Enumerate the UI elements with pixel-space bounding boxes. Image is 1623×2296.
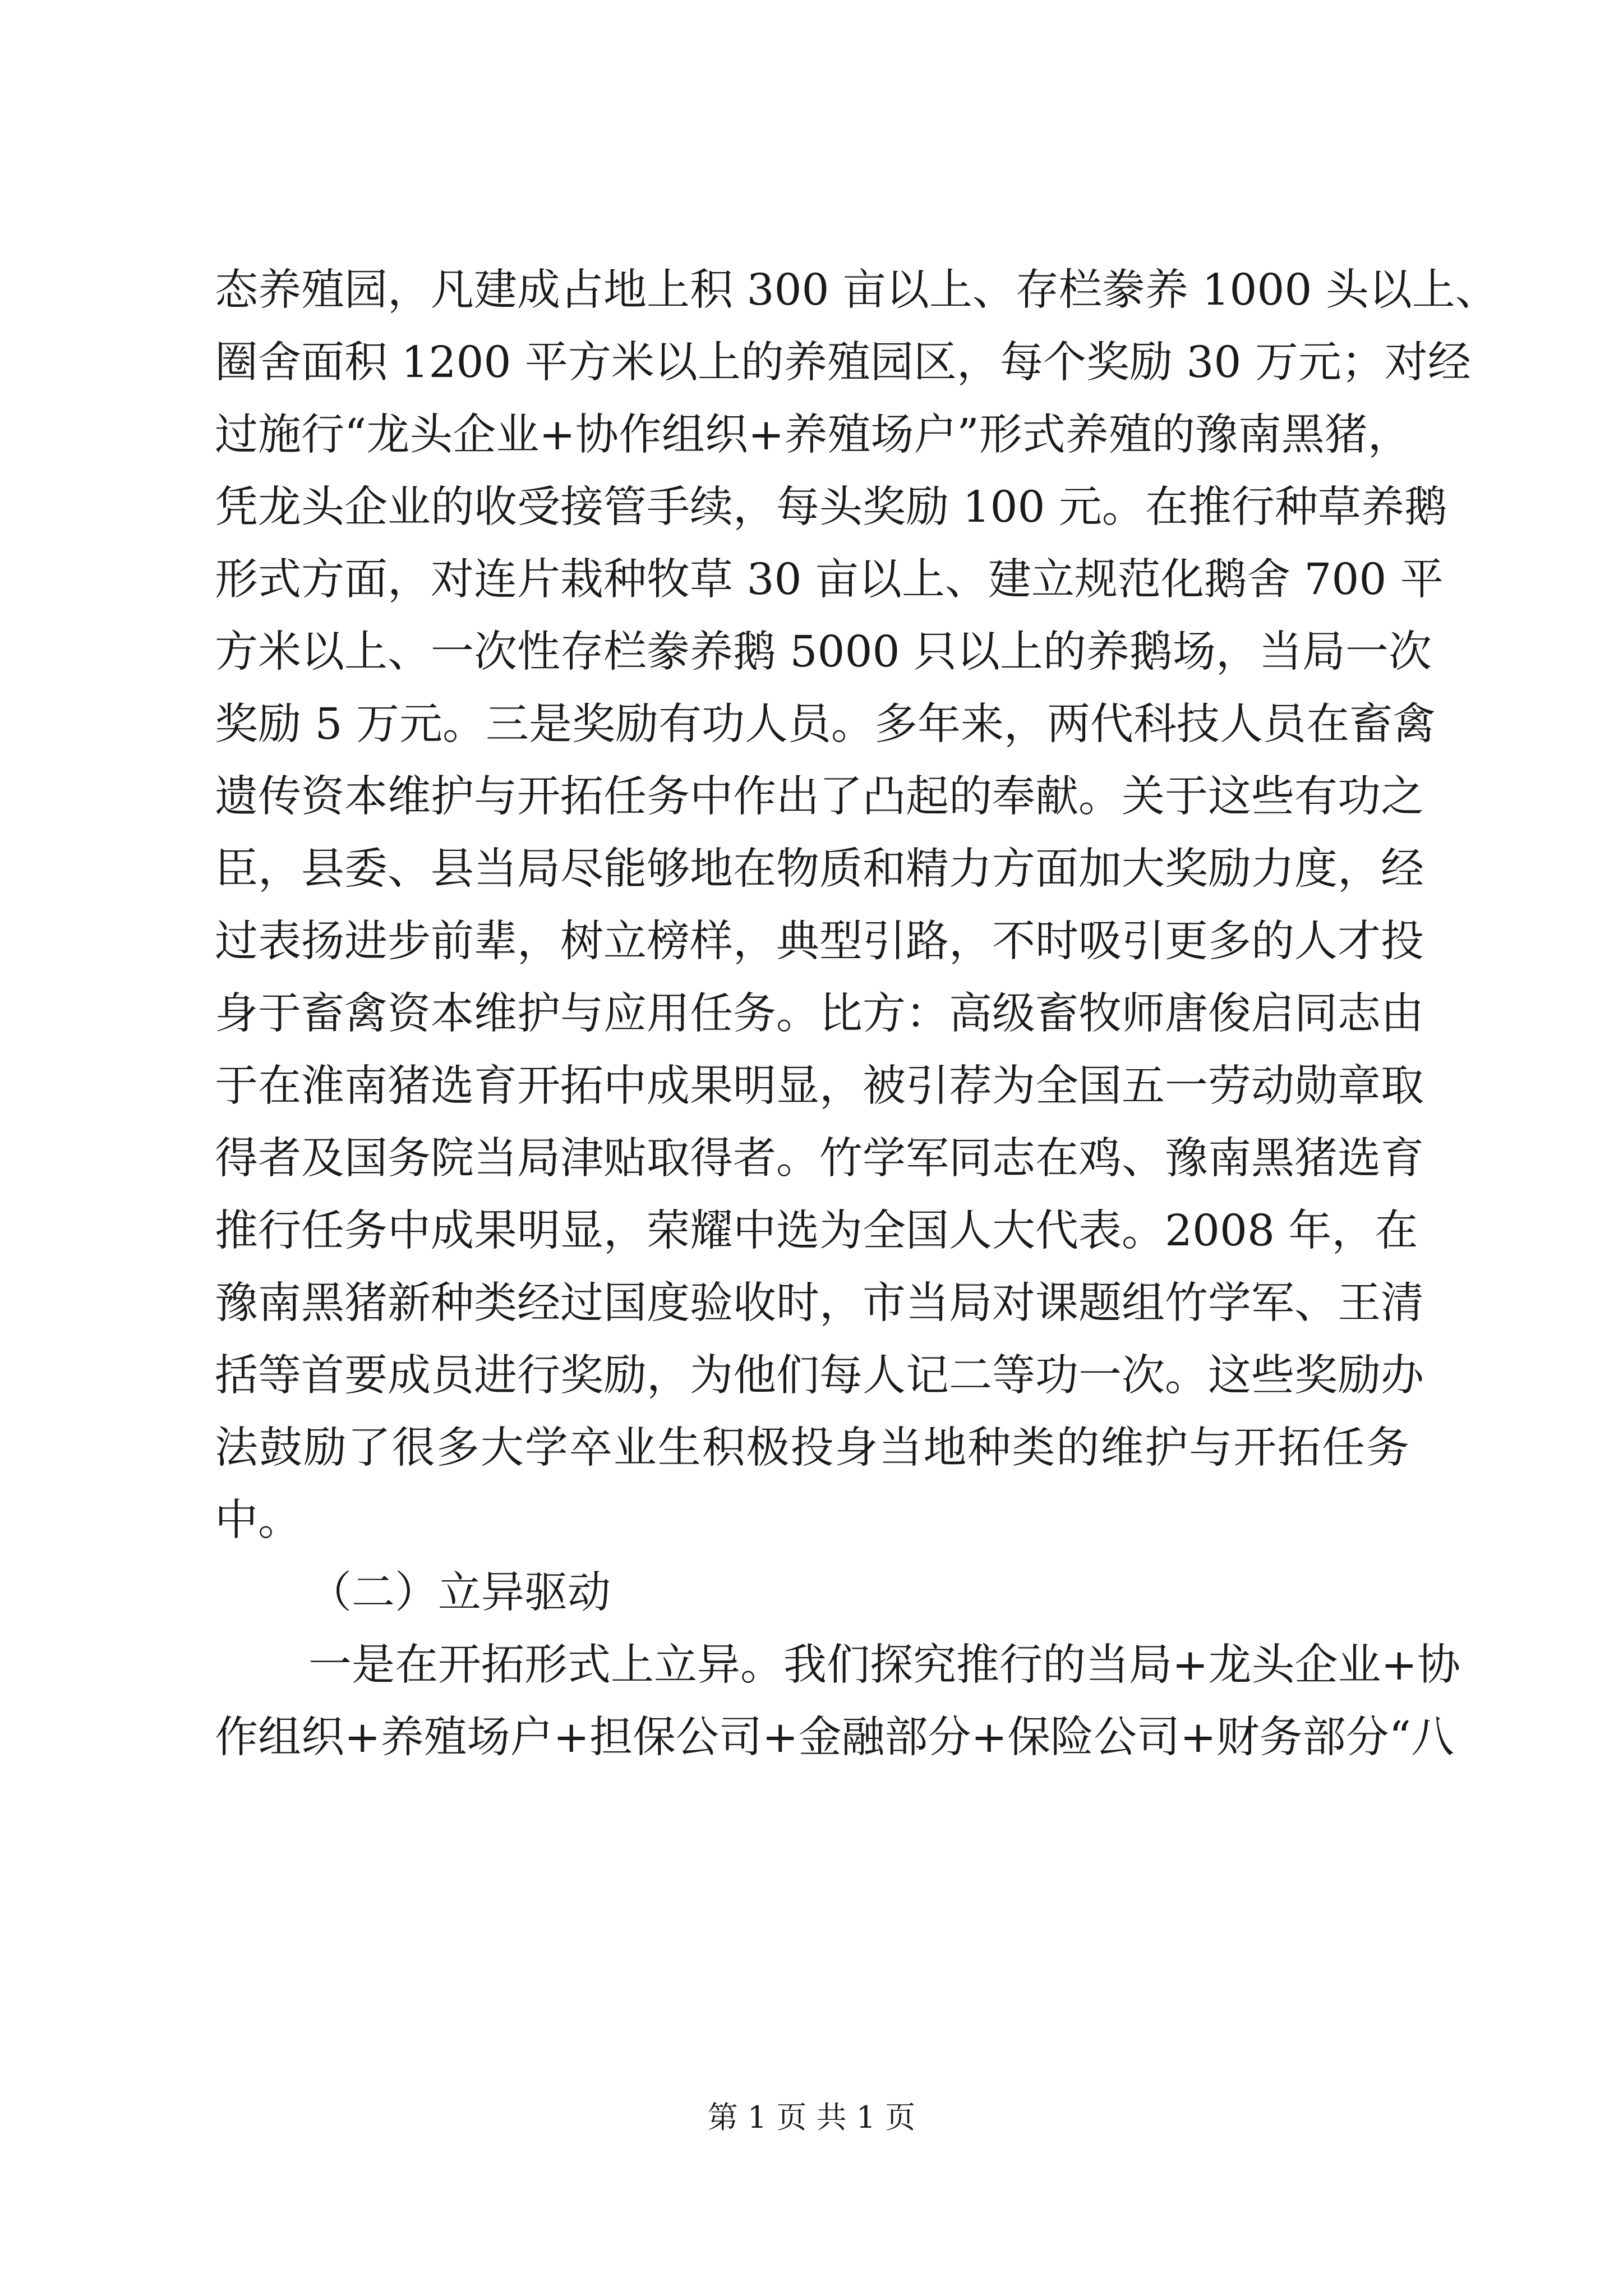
body-line-11: 身于畜禽资本维护与应用任务。比方：高级畜牧师唐俊启同志由 xyxy=(215,989,1424,1039)
body-line-8: 遗传资本维护与开拓任务中作出了凸起的奉献。关于这些有功之 xyxy=(215,772,1424,822)
body-line-17: 法鼓励了很多大学卒业生积极投身当地种类的维护与开拓任务 xyxy=(215,1423,1409,1473)
body-line-3: 过施行“龙头企业+协作组织+养殖场户”形式养殖的豫南黑猪， xyxy=(215,410,1411,460)
section-heading: （二）立异驱动 xyxy=(308,1568,611,1618)
body-line-2: 圈舍面积 1200 平方米以上的养殖园区，每个奖励 30 万元；对经 xyxy=(215,338,1471,388)
paragraph-2-line-1: 一是在开拓形式上立异。我们探究推行的当局+龙头企业+协 xyxy=(308,1640,1461,1690)
paragraph-2-line-2: 作组织+养殖场户+担保公司+金融部分+保险公司+财务部分“八 xyxy=(215,1713,1454,1763)
body-line-5: 形式方面，对连片栽种牧草 30 亩以上、建立规范化鹅舍 700 平 xyxy=(215,555,1444,605)
body-line-10: 过表扬进步前辈，树立榜样，典型引路，不时吸引更多的人才投 xyxy=(215,917,1424,967)
body-line-12: 于在淮南猪选育开拓中成果明显，被引荐为全国五一劳动勋章取 xyxy=(215,1061,1424,1111)
body-line-1: 态养殖园，凡建成占地上积 300 亩以上、存栏豢养 1000 头以上、 xyxy=(215,265,1498,315)
body-line-9: 臣，县委、县当局尽能够地在物质和精力方面加大奖励力度，经 xyxy=(215,844,1424,894)
body-line-15: 豫南黑猪新种类经过国度验收时，市当局对课题组竹学军、王清 xyxy=(215,1278,1424,1328)
body-line-16: 括等首要成员进行奖励，为他们每人记二等功一次。这些奖励办 xyxy=(215,1351,1424,1401)
body-line-7: 奖励 5 万元。三是奖励有功人员。多年来，两代科技人员在畜禽 xyxy=(215,700,1436,749)
body-line-13: 得者及国务院当局津贴取得者。竹学军同志在鸡、豫南黑猪选育 xyxy=(215,1134,1424,1184)
body-line-4: 凭龙头企业的收受接管手续，每头奖励 100 元。在推行种草养鹅 xyxy=(215,482,1447,532)
body-line-18: 中。 xyxy=(215,1496,301,1545)
body-line-6: 方米以上、一次性存栏豢养鹅 5000 只以上的养鹅场，当局一次 xyxy=(215,627,1432,677)
body-line-14: 推行任务中成果明显，荣耀中选为全国人大代表。2008 年，在 xyxy=(215,1206,1418,1256)
page-footer: 第 1 页 共 1 页 xyxy=(707,2100,916,2135)
